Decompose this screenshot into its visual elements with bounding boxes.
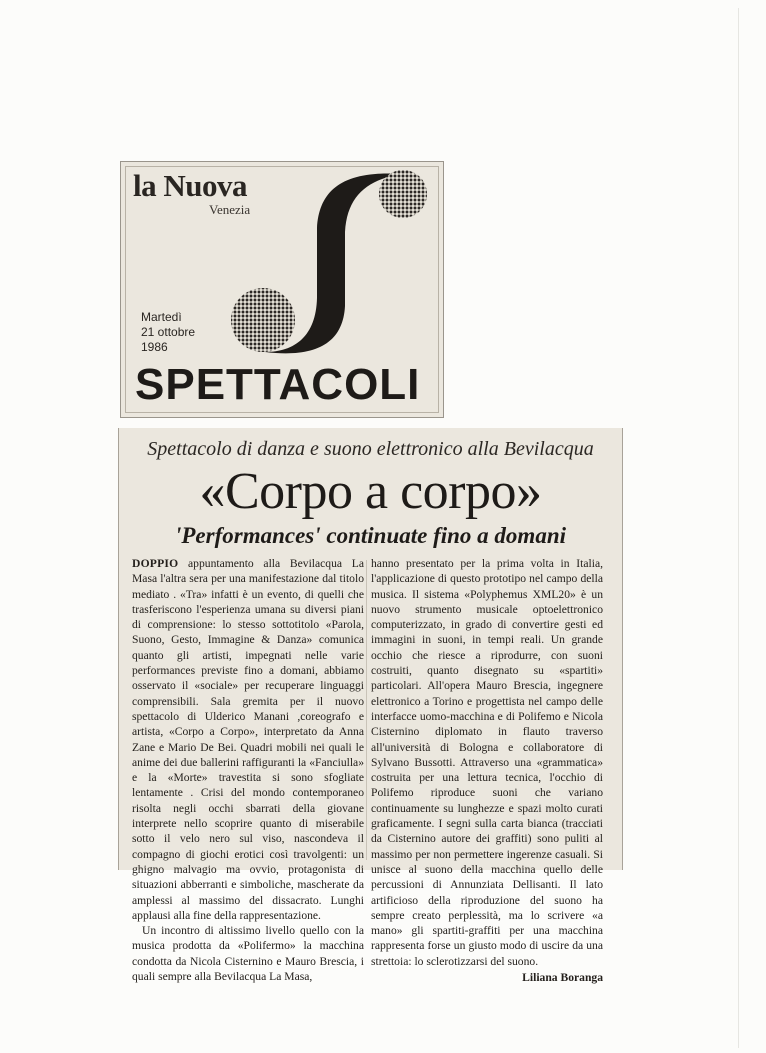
newspaper-city: Venezia <box>209 202 251 217</box>
article-clipping <box>118 428 623 985</box>
article-paragraph: hanno presentato per la prima volta in Italia, l'applicazione di questo prototipo nel campo della musica. Il sistema «Polyphemus XML20» è un nuovo strumento musicale optoelettronico computerizzato, in grado di convertire gesti ed immagini in suoni, in tempi reali. Un grande occhio che riesce a riprodurre, con suoni costruiti, quanto disegnato su «spartiti» particolari. All'opera Mauro Brescia, ingegnere elettronico a Torino e progettista nel campo delle interfacce uomo-macchina e di Polifemo e Nicola Cisternino diplomato in flauto traverso all'università di Bologna e collaboratore di Sylvano Bussotti. Attraverso una «grammatica» costruita per una lettura tecnica, l'occhio di Polifemo riproduce suoni che variano continuamente su lunghezze e spazi molto curati graficamente. I segni sulla carta bianca (tracciati da Cisternino autore dei graffiti) sono puliti al massimo per non permettere ingerenze casuali. Si unisce al suono della macchina quello delle percussioni di Annunziata Dellisanti. Il lato artificioso della riproduzione del suono ha sempre creato perplessità, ma lo scrivere «a mano» gli spartiti-graffiti per una macchina rappresenta forse un giusto modo di uscire da una strettoia: lo sclerotizzarsi del suono. <box>371 557 603 968</box>
article-paragraph <box>132 556 364 923</box>
lead-word: DOPPIO <box>132 557 179 570</box>
newspaper-name: la Nuova <box>133 168 247 203</box>
article-column-right <box>371 556 603 985</box>
paragraph-text: appuntamento alla Bevilacqua La Masa l'altra sera per una manifestazione dal titolo mediato . «Tra» infatti è un evento, di quelli che trasferiscono l'esperienza umana su diversi piani di comprensione: lo stesso sottotitolo «Parola, Suono, Gesto, Immagine & Danza» comunica quanto gli artisti, impegnati nelle varie performances previste fino a domani, abbiamo osservato il «sociale» per recuperare linguaggi comprensibili. Sala gremita per il nuovo spettacolo di Ulderico Manani ,coreografo e artista, «Corpo a Corpo», interpretato da Anna Zane e Mario De Bei. Quadri mobili nei quali le anime dei due ballerini raffiguranti la «Fanciulla» e la «Morte» travestita si sono sfogliate lentamente . Crisi del mondo contemporaneo risolta negli occhi sbarrati della giovane interprete nello scoprire quanto di miserabile sotto il velo nero sul viso, nascondeva il compagno di giochi erotici così travolgenti: un ghigno malvagio ma ovvio, protagonista di situazioni abberranti e simboliche, mascherate da amplessi al massimo del dissacrato. Lunghi applausi alla fine della rappresentazione. <box>132 557 364 922</box>
column-divider <box>366 560 367 860</box>
masthead-clipping <box>120 161 444 418</box>
article-paragraph: Un incontro di altissimo livello quello con la musica prodotta da «Polifermo» la macchina condotta da Nicola Cisternino e Mauro Brescia, i quali sempre alla Bevilacqua La Masa, <box>132 924 364 984</box>
article-byline: Liliana Boranga <box>522 971 603 985</box>
issue-date: 21 ottobre <box>141 325 196 339</box>
page-edge-shadow <box>738 8 739 1048</box>
article-subhead: 'Performances' continuate fino a domani <box>174 523 567 548</box>
issue-year: 1986 <box>141 340 168 354</box>
article-column-left <box>132 556 364 984</box>
section-s-logo-icon <box>225 166 435 362</box>
article-headline: «Corpo a corpo» <box>199 463 542 520</box>
issue-weekday: Martedì <box>141 310 182 324</box>
section-title: SPETTACOLI <box>135 360 421 409</box>
article-kicker: Spettacolo di danza e suono elettronico alla Bevilacqua <box>147 438 594 460</box>
